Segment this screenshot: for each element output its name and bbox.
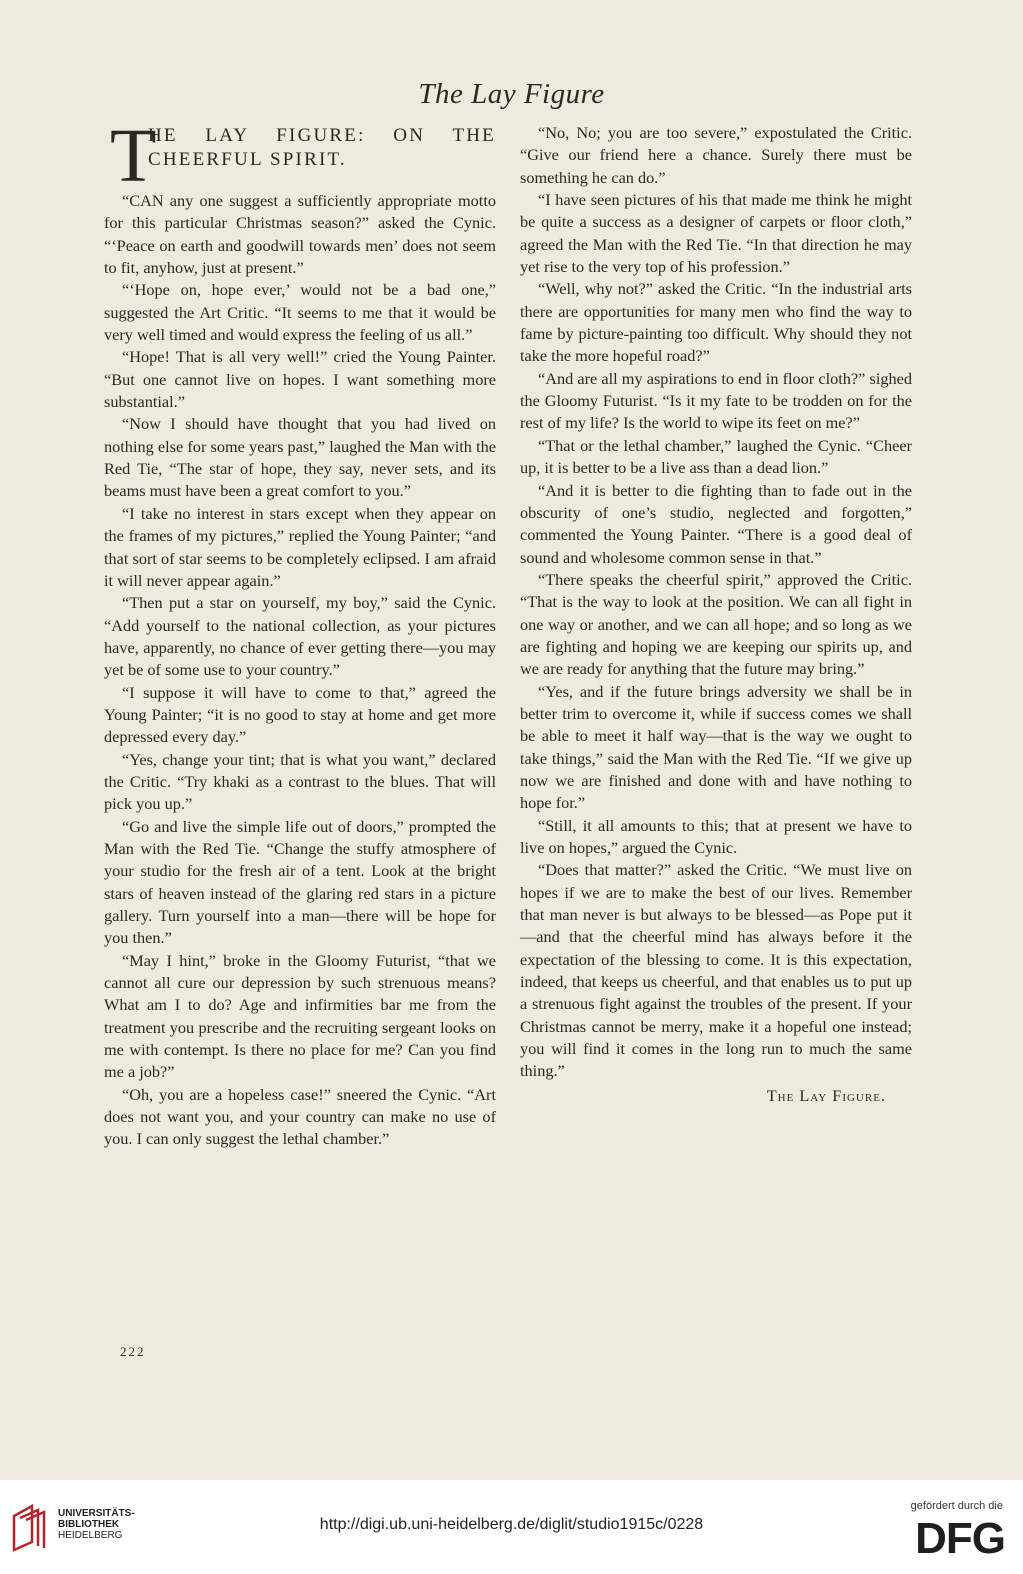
paragraph: “I take no interest in stars except when they appear on the frames of my pictures,” replied the Young Painter; “and that sort of star seems to be completely eclipsed. I am afraid it will never appear again.” (104, 503, 496, 590)
headline-line-1: HE LAY FIGURE: ON THE (148, 125, 496, 146)
article-headline (104, 114, 496, 198)
headline-line-2: CHEERFUL SPIRIT. (148, 149, 347, 170)
paragraph: “May I hint,” broke in the Gloomy Futurist, “that we cannot all cure our depression by such strenuous means? What am I to do? Age and infirmities bar me from the treatment you prescribe and the recruiting sergeant looks on me with contempt. Is there no place for me? Can you find me a job?” (104, 950, 496, 1082)
left-column (104, 114, 496, 1151)
paragraph: “Yes, and if the future brings adversity we shall be in better trim to overcome it, while if success comes we shall be able to meet it half way—that is the way we ought to take things,” said the Man with the Red Tie. “If we give up now we are finished and done with and have nothing to hope for.” (520, 681, 912, 813)
paragraph: “Does that matter?” asked the Critic. “We must live on hopes if we are to make the best of our lives. Remember that man never is but always to be blessed—as Pope put it—and that the cheerful mind has always before it the expectation of the blessing to come. It is this expectation, indeed, that keeps us cheerful, and that enables us to put up a strenuous fight against the troubles of the present. If your Christmas cannot be merry, make it a hopeful one instead; you will find it comes in the long run to much the same thing.” (520, 860, 912, 1081)
drop-cap: T (110, 114, 157, 198)
paragraph: “Then put a star on yourself, my boy,” said the Cynic. “Add yourself to the national collection, as your pictures have, apparently, no chance of ever getting there—you may yet be of some use to your country.” (104, 593, 496, 680)
right-column (520, 122, 912, 1107)
paragraph: “There speaks the cheerful spirit,” approved the Critic. “That is the way to look at the position. We can all fight in one way or another, and we can all hope; and so long as we are fighting and hoping we are keeping our spirits up, and we are ready for anything that the future may bring.” (520, 569, 912, 679)
paragraph: “‘Hope on, hope ever,’ would not be a bad one,” suggested the Art Critic. “It seems to me that it would be very well timed and would express the feeling of us all.” (104, 280, 496, 345)
running-head: The Lay Figure (418, 78, 605, 110)
paragraph: “Go and live the simple life out of doors,” prompted the Man with the Red Tie. “Change the stuffy atmosphere of your studio for the fresh air of a tent. Look at the bright stars of heaven instead of the glaring red stars in a picture gallery. Turn yourself into a man—there will be hope for you then.” (104, 816, 496, 948)
signature: The Lay Figure. (766, 1085, 886, 1105)
paragraph: “And are all my aspirations to end in floor cloth?” sighed the Gloomy Futurist. “Is it my fate to be trodden on for the rest of my life? Is the world to wipe its feet on me?” (520, 368, 912, 433)
library-name-line-2: BIBLIOTHEK (58, 1519, 120, 1530)
sponsor-text: gefördert durch die (910, 1500, 1003, 1512)
paragraph: “And it is better to die fighting than to fade out in the obscurity of one’s studio, neglected and forgotten,” commented the Young Painter. “There is a good deal of sound and wholesome common sense in that.” (520, 480, 912, 567)
paragraph: “Yes, change your tint; that is what you want,” declared the Critic. “Try khaki as a contrast to the blues. That will pick you up.” (104, 749, 496, 814)
right-column-text (520, 122, 912, 1083)
paragraph: “No, No; you are too severe,” expostulated the Critic. “Give our friend here a chance. Surely there must be something he can do.” (520, 123, 912, 187)
paragraph: “That or the lethal chamber,” laughed the Cynic. “Cheer up, it is better to be a live ass than a dead lion.” (520, 435, 912, 478)
library-name-line-3: HEIDELBERG (58, 1530, 123, 1541)
paragraph: “Still, it all amounts to this; that at present we have to live on hopes,” argued the Cynic. (520, 815, 912, 857)
paragraph: “Now I should have thought that you had lived on nothing else for some years past,” laughed the Man with the Red Tie, “The star of hope, they say, never sets, and its beams must have been a great comfort to you.” (104, 414, 496, 501)
paragraph: “Hope! That is all very well!” cried the Young Painter. “But one cannot live on hopes. I want something more substantial.” (104, 347, 496, 412)
page-number: 222 (120, 1344, 146, 1359)
paragraph: “I suppose it will have to come to that,” agreed the Young Painter; “it is no good to stay at home and get more depressed every day.” (104, 682, 496, 747)
left-column-text (104, 190, 496, 1151)
paragraph: “CAN any one suggest a sufficiently appropriate motto for this particular Christmas season?” asked the Cynic. “‘Peace on earth and goodwill towards men’ does not seem to fit, anyhow, just at present.” (104, 191, 496, 278)
paragraph: “Well, why not?” asked the Critic. “In the industrial arts there are opportunities for many men who find the way to fame by picture-painting too difficult. Why should they not take the more hopeful road?” (520, 279, 912, 366)
paragraph: “I have seen pictures of his that made me think he might be quite a success as a designer of carpets or floor cloth,” agreed the Man with the Red Tie. “In that direction he may yet rise to the very top of his profession.” (520, 190, 912, 277)
digitization-footer (0, 1480, 1023, 1574)
library-name-line-1: UNIVERSITÄTS- (58, 1508, 135, 1519)
source-url-link[interactable]: http://digi.ub.uni-heidelberg.de/diglit/studio1915c/0228 (319, 1516, 704, 1533)
paragraph: “Oh, you are a hopeless case!” sneered the Cynic. “Art does not want you, and your country can make no use of you. I can only suggest the lethal chamber.” (104, 1084, 496, 1149)
dfg-logo: DFG (915, 1514, 1005, 1563)
